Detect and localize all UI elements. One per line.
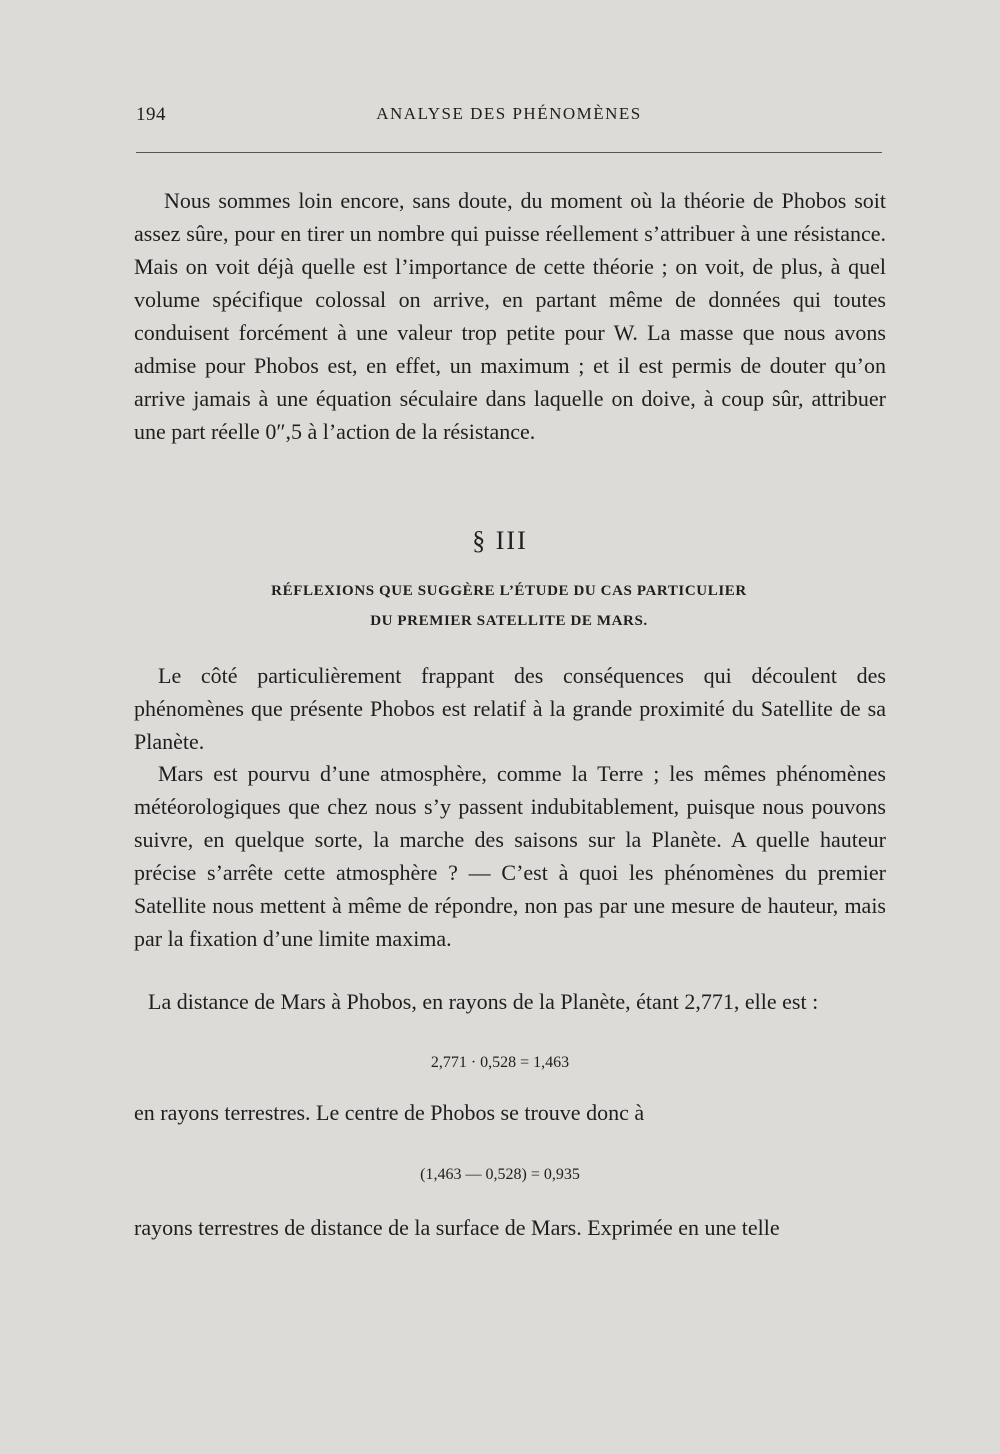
section-title: RÉFLEXIONS QUE SUGGÈRE L’ÉTUDE DU CAS PARTICULIER (271, 583, 747, 599)
equation: (1,463 — 0,528) = 0,935 (420, 1166, 580, 1183)
paragraph: Mars est pourvu d’une atmosphère, comme la Terre ; les mêmes phénomènes météorologiques que chez nous s’y passent indubitablement, puisque nous pouvons suivre, en quelque sorte, la marche des saisons sur la Planète. A quelle hauteur précise s’arrête cette atmosphère ? — C’est à quoi les phénomènes du premier Satellite nous mettent à même de répondre, non pas par une mesure de hauteur, mais par la fixation d’une limite maxima. (134, 761, 886, 951)
header-rule (136, 152, 882, 153)
paragraph: rayons terrestres de distance de la surface de Mars. Exprimée en une telle (134, 1215, 780, 1240)
equation: 2,771 · 0,528 = 1,463 (430, 1054, 570, 1071)
section-heading: § III (472, 526, 528, 555)
page-number: 194 (136, 104, 166, 125)
running-head (136, 104, 882, 130)
paragraph: La distance de Mars à Phobos, en rayons de la Planète, étant 2,771, elle est : (148, 989, 819, 1014)
paragraph: Nous sommes loin encore, sans doute, du moment où la théorie de Phobos soit assez sûre, pour en tirer un nombre qui puisse réellement s’attribuer à une résistance. Mais on voit déjà quelle est l’importance de cette théorie ; on voit, de plus, à quel volume spécifique colossal on arrive, en partant même de données qui toutes conduisent forcément à une valeur trop petite pour W. La masse que nous avons admise pour Phobos est, en effet, un maximum ; et il est permis de douter qu’on arrive jamais à une équation séculaire dans laquelle on doive, à coup sûr, attribuer une part réelle 0″,5 à l’action de la résistance. (134, 188, 886, 444)
section-title: DU PREMIER SATELLITE DE MARS. (370, 613, 648, 629)
running-title: ANALYSE DES PHÉNOMÈNES (376, 104, 642, 123)
paragraph: Le côté particulièrement frappant des conséquences qui découlent des phénomènes que présente Phobos est relatif à la grande proximité du Satellite de sa Planète. (134, 663, 886, 754)
paragraph: en rayons terrestres. Le centre de Phobos se trouve donc à (134, 1100, 645, 1125)
